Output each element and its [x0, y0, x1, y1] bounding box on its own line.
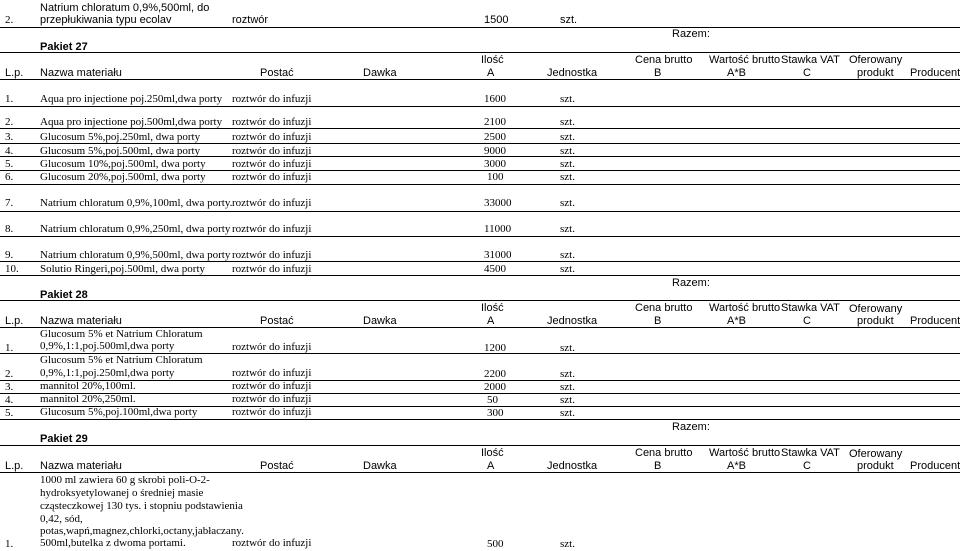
- row-postac: roztwór do infuzji: [232, 406, 312, 418]
- row-jedn: szt.: [560, 197, 575, 209]
- row-ilosc: 100: [487, 171, 504, 183]
- row-name: Glucosum 20%,poj.500ml, dwa porty: [40, 171, 206, 183]
- row-postac: roztwór do infuzji: [232, 249, 312, 261]
- hdr-oferowany: Oferowany: [849, 448, 903, 460]
- row-name: Natrium chloratum 0,9%,250ml, dwa porty: [40, 223, 231, 235]
- hdr-a: A: [487, 460, 495, 472]
- row-postac: roztwór do infuzji: [232, 116, 312, 128]
- row-jedn: szt.: [560, 131, 575, 143]
- hdr-dawka: Dawka: [363, 460, 397, 472]
- row-jedn: szt.: [560, 145, 575, 157]
- top-row-postac: roztwór: [232, 14, 269, 26]
- hdr-postac: Postać: [260, 460, 294, 472]
- row-name-line3: cząsteczkowej 130 tys. i stopniu podstawienia: [40, 500, 243, 512]
- row-name: mannitol 20%,250ml.: [40, 393, 136, 405]
- row-ilosc: 2100: [484, 116, 506, 128]
- row-name: Natrium chloratum 0,9%,500ml, dwa porty: [40, 249, 231, 261]
- row-name: Glucosum 5%,poj.100ml,dwa porty: [40, 406, 198, 418]
- hdr-jednostka: Jednostka: [547, 460, 598, 472]
- razem-label-27: Razem:: [672, 28, 710, 40]
- hdr-b: B: [654, 315, 662, 327]
- row-ilosc: 2200: [484, 368, 506, 380]
- row-name-line2: 0,9%,1:1,poj.250ml,dwa porty: [40, 367, 175, 379]
- row-postac: roztwór do infuzji: [232, 93, 312, 105]
- row-ilosc: 50: [487, 394, 498, 406]
- row-name: Natrium chloratum 0,9%,100ml, dwa porty.: [40, 197, 233, 209]
- row-lp: 5.: [5, 158, 14, 170]
- row-name: Glucosum 5%,poj.250ml, dwa porty: [40, 131, 201, 143]
- row-ilosc: 33000: [484, 197, 512, 209]
- row-jedn: szt.: [560, 171, 575, 183]
- hdr-wartosc: Wartość brutto: [709, 447, 781, 459]
- row-postac: roztwór do infuzji: [232, 393, 312, 405]
- razem-label-29: Razem:: [672, 421, 710, 433]
- row-name: Aqua pro injectione poj.500ml,dwa porty: [40, 116, 223, 128]
- hdr-produkt: produkt: [857, 67, 894, 79]
- row-postac: roztwór do infuzji: [232, 197, 312, 209]
- hdr-stawka: Stawka VAT: [781, 54, 840, 66]
- row-postac: roztwór do infuzji: [232, 341, 312, 353]
- row-lp: 5.: [5, 407, 14, 419]
- hdr-ilosc: Ilość: [481, 54, 504, 66]
- row-jedn: szt.: [560, 407, 575, 419]
- hdr-postac: Postać: [260, 315, 294, 327]
- row-ilosc: 31000: [484, 249, 512, 261]
- row-jedn: szt.: [560, 538, 575, 550]
- hdr-ab: A*B: [727, 315, 746, 327]
- row-lp: 10.: [5, 263, 19, 275]
- row-name: Solutio Ringeri,poj.500ml, dwa porty: [40, 263, 205, 275]
- pakiet28-title: Pakiet 28: [40, 289, 88, 301]
- top-row-name-line1: Natrium chloratum 0,9%,500ml, do: [40, 2, 210, 14]
- row-jedn: szt.: [560, 368, 575, 380]
- hdr-producent: Producent: [910, 460, 960, 472]
- row-ilosc: 2500: [484, 131, 506, 143]
- row-lp: 3.: [5, 381, 14, 393]
- hdr-jednostka: Jednostka: [547, 67, 598, 79]
- pakiet27-title: Pakiet 27: [40, 41, 88, 53]
- row-name-line2: 0,9%,1:1,poj.500ml,dwa porty: [40, 340, 175, 352]
- row-ilosc: 4500: [484, 263, 506, 275]
- hdr-nazwa: Nazwa materiału: [40, 460, 122, 472]
- row-jedn: szt.: [560, 263, 575, 275]
- hdr-wartosc: Wartość brutto: [709, 302, 781, 314]
- row-name: Aqua pro injectione poj.250ml,dwa porty: [40, 93, 223, 105]
- row-lp: 6.: [5, 171, 14, 183]
- hdr-jednostka: Jednostka: [547, 315, 598, 327]
- row-name-line6: 500ml,butelka z dwoma portami.: [40, 537, 186, 549]
- hdr-b: B: [654, 460, 662, 472]
- top-row-lp: 2.: [5, 14, 14, 26]
- hdr-b: B: [654, 67, 662, 79]
- row-ilosc: 2000: [484, 381, 506, 393]
- row-ilosc: 9000: [484, 145, 506, 157]
- row-jedn: szt.: [560, 249, 575, 261]
- row-ilosc: 3000: [484, 158, 506, 170]
- hdr-dawka: Dawka: [363, 67, 397, 79]
- row-lp: 1.: [5, 538, 14, 550]
- row-lp: 7.: [5, 197, 14, 209]
- hdr-c: C: [803, 460, 811, 472]
- pakiet29-title: Pakiet 29: [40, 433, 88, 445]
- row-postac: roztwór do infuzji: [232, 158, 312, 170]
- row-jedn: szt.: [560, 394, 575, 406]
- row-lp: 4.: [5, 145, 14, 157]
- hdr-producent: Producent: [910, 315, 960, 327]
- hdr-ab: A*B: [727, 460, 746, 472]
- hdr-ilosc: Ilość: [481, 447, 504, 459]
- row-postac: roztwór do infuzji: [232, 131, 312, 143]
- hdr-lp: L.p.: [5, 460, 24, 472]
- row-postac: roztwór do infuzji: [232, 263, 312, 275]
- hdr-cena: Cena brutto: [635, 302, 693, 314]
- hdr-oferowany: Oferowany: [849, 54, 903, 66]
- hdr-stawka: Stawka VAT: [781, 447, 840, 459]
- row-name-line1: Glucosum 5% et Natrium Chloratum: [40, 354, 203, 366]
- row-jedn: szt.: [560, 158, 575, 170]
- top-row-jedn: szt.: [560, 14, 578, 26]
- hdr-ab: A*B: [727, 67, 746, 79]
- divider: [0, 27, 960, 28]
- row-lp: 1.: [5, 93, 14, 105]
- razem-label-28: Razem:: [672, 277, 710, 289]
- row-name-line5: potas,wapń,magnez,chlorki,octany,jabłaczany.: [40, 525, 244, 537]
- row-jedn: szt.: [560, 381, 575, 393]
- row-name-line1: Glucosum 5% et Natrium Chloratum: [40, 328, 203, 340]
- row-lp: 9.: [5, 249, 14, 261]
- hdr-lp: L.p.: [5, 315, 24, 327]
- hdr-dawka: Dawka: [363, 315, 397, 327]
- row-ilosc: 1600: [484, 93, 506, 105]
- row-jedn: szt.: [560, 116, 575, 128]
- row-name: Glucosum 5%,poj.500ml, dwa porty: [40, 145, 201, 157]
- hdr-producent: Producent: [910, 67, 960, 79]
- row-postac: roztwór do infuzji: [232, 367, 312, 379]
- row-postac: roztwór do infuzji: [232, 171, 312, 183]
- row-name-line2: hydroksyetylowanej o średniej masie: [40, 487, 204, 499]
- row-name: mannitol 20%,100ml.: [40, 380, 136, 392]
- row-ilosc: 500: [487, 538, 504, 550]
- hdr-wartosc: Wartość brutto: [709, 54, 781, 66]
- hdr-postac: Postać: [260, 67, 294, 79]
- hdr-ilosc: Ilość: [481, 302, 504, 314]
- row-lp: 2.: [5, 116, 14, 128]
- row-lp: 2.: [5, 368, 14, 380]
- row-name: Glucosum 10%,poj.500ml, dwa porty: [40, 158, 206, 170]
- hdr-cena: Cena brutto: [635, 54, 693, 66]
- row-lp: 4.: [5, 394, 14, 406]
- row-ilosc: 1200: [484, 342, 506, 354]
- row-jedn: szt.: [560, 223, 575, 235]
- hdr-stawka: Stawka VAT: [781, 302, 840, 314]
- row-jedn: szt.: [560, 93, 575, 105]
- row-ilosc: 300: [487, 407, 504, 419]
- hdr-nazwa: Nazwa materiału: [40, 67, 122, 79]
- row-lp: 3.: [5, 131, 14, 143]
- hdr-c: C: [803, 315, 811, 327]
- hdr-a: A: [487, 67, 495, 79]
- hdr-lp: L.p.: [5, 67, 24, 79]
- row-postac: roztwór do infuzji: [232, 537, 312, 549]
- hdr-c: C: [803, 67, 811, 79]
- row-postac: roztwór do infuzji: [232, 380, 312, 392]
- hdr-produkt: produkt: [857, 460, 894, 472]
- row-lp: 8.: [5, 223, 14, 235]
- row-name-line1: 1000 ml zawiera 60 g skrobi poli-O-2-: [40, 474, 210, 486]
- top-row-name-line2: przepłukiwania typu ecolav: [40, 14, 172, 26]
- hdr-a: A: [487, 315, 495, 327]
- row-name-line4: 0,42, sód,: [40, 513, 83, 525]
- hdr-nazwa: Nazwa materiału: [40, 315, 122, 327]
- hdr-cena: Cena brutto: [635, 447, 693, 459]
- row-lp: 1.: [5, 342, 14, 354]
- row-postac: roztwór do infuzji: [232, 145, 312, 157]
- row-postac: roztwór do infuzji: [232, 223, 312, 235]
- top-row-ilosc: 1500: [484, 14, 509, 26]
- row-ilosc: 11000: [484, 223, 512, 235]
- hdr-oferowany: Oferowany: [849, 303, 903, 315]
- hdr-produkt: produkt: [857, 315, 894, 327]
- row-jedn: szt.: [560, 342, 575, 354]
